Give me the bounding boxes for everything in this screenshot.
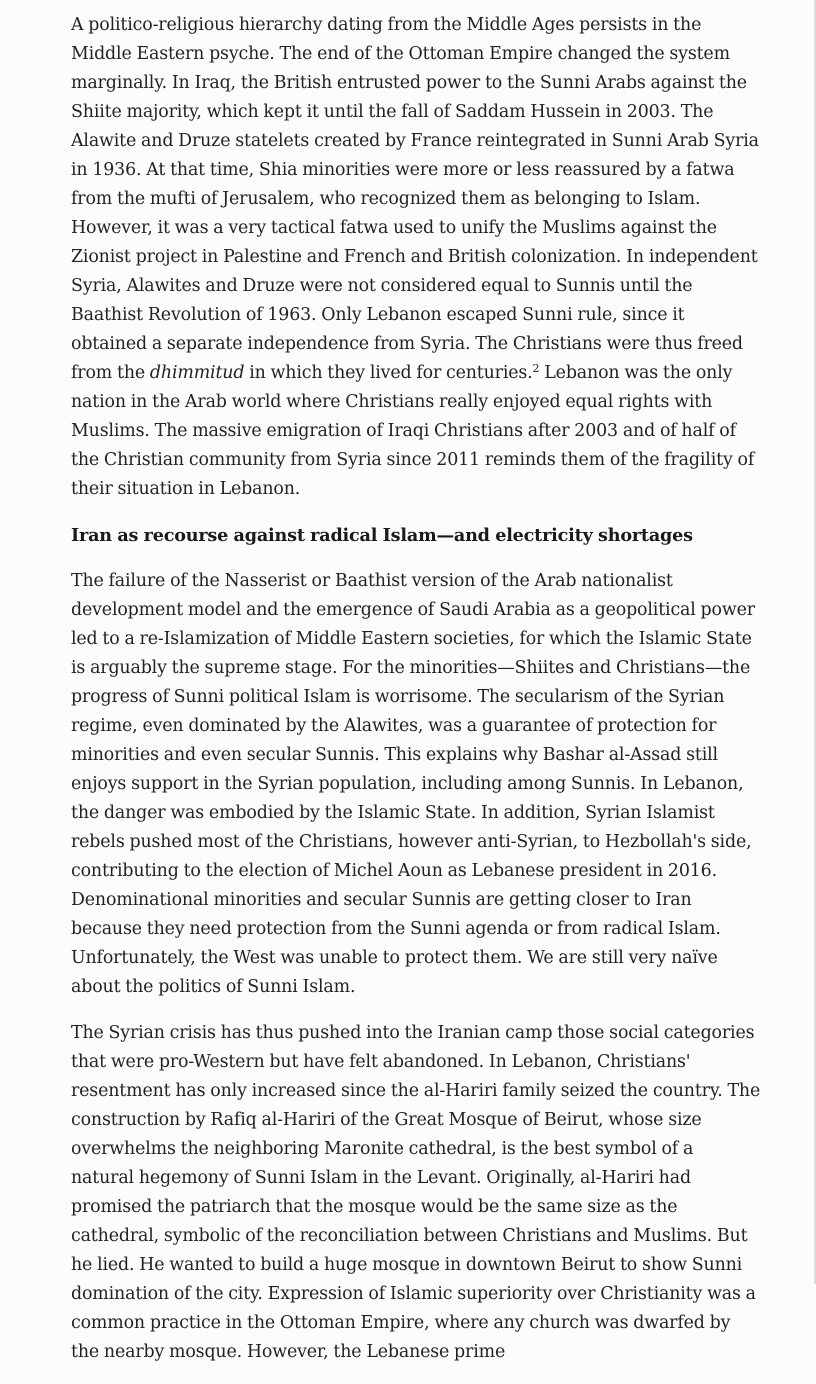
footnote-reference[interactable]: 2	[532, 362, 540, 375]
paragraph-text: Lebanon was the only nation in the Arab world where Christians really enjoyed equal rights with Muslims. The massive emigration of Iraqi Christians after 2003 and of half of the Christian community from Syria since 2011 reminds them of the fragility of their situation in Lebanon.	[71, 363, 755, 499]
paragraph-text: in which they lived for centuries.	[244, 363, 533, 383]
article-body	[71, 11, 761, 1384]
paragraph-re-islamization: The failure of the Nasserist or Baathist version of the Arab nationalist development model and the emergence of Saudi Arabia as a geopolitical power led to a re-Islamization of Middle Eastern societies, for which the Islamic State is arguably the supreme stage. For the minorities—Shiites and Christians—the progress of Sunni political Islam is worrisome. The secularism of the Syrian regime, even dominated by the Alawites, was a guarantee of protection for minorities and even secular Sunnis. This explains why Bashar al-Assad still enjoys support in the Syrian population, including among Sunnis. In Lebanon, the danger was embodied by the Islamic State. In addition, Syrian Islamist rebels pushed most of the Christians, however anti-Syrian, to Hezbollah's side, contributing to the election of Michel Aoun as Lebanese president in 2016. Denominational minorities and secular Sunnis are getting closer to Iran because they need protection from the Sunni agenda or from radical Islam. Unfortunately, the West was unable to protect them. We are still very naïve about the politics of Sunni Islam.	[71, 571, 755, 997]
paragraph-text: A politico-religious hierarchy dating from the Middle Ages persists in the Middle Eastern psyche. The end of the Ottoman Empire changed the system marginally. In Iraq, the British entrusted power to the Sunni Arabs against the Shiite majority, which kept it until the fall of Saddam Hussein in 2003. The Alawite and Druze statelets created by France reintegrated in Sunni Arab Syria in 1936. At that time, Shia minorities were more or less reassured by a fatwa from the mufti of Jerusalem, who recognized them as belonging to Islam. However, it was a very tactical fatwa used to unify the Muslims against the Zionist project in Palestine and French and British colonization. In independent Syria, Alawites and Druze were not considered equal to Sunnis until the Baathist Revolution of 1963. Only Lebanon escaped Sunni rule, since it obtained a separate independence from Syria. The Christians were thus freed from the	[71, 15, 759, 383]
section-heading: Iran as recourse against radical Islam—and electricity shortages	[71, 525, 693, 546]
paragraph-hierarchy	[71, 11, 761, 504]
paragraph-syrian-crisis: The Syrian crisis has thus pushed into the Iranian camp those social categories that were pro-Western but have felt abandoned. In Lebanon, Christians' resentment has only increased since the al-Hariri family seized the country. The construction by Rafiq al-Hariri of the Great Mosque of Beirut, whose size overwhelms the neighboring Maronite cathedral, is the best symbol of a natural hegemony of Sunni Islam in the Levant. Originally, al-Hariri had promised the patriarch that the mosque would be the same size as the cathedral, symbolic of the reconciliation between Christians and Muslims. But he lied. He wanted to build a huge mosque in downtown Beirut to show Sunni domination of the city. Expression of Islamic superiority over Christianity was a common practice in the Ottoman Empire, where any church was dwarfed by the nearby mosque. However, the Lebanese prime	[71, 1023, 761, 1362]
italic-term: dhimmitud	[149, 363, 245, 383]
